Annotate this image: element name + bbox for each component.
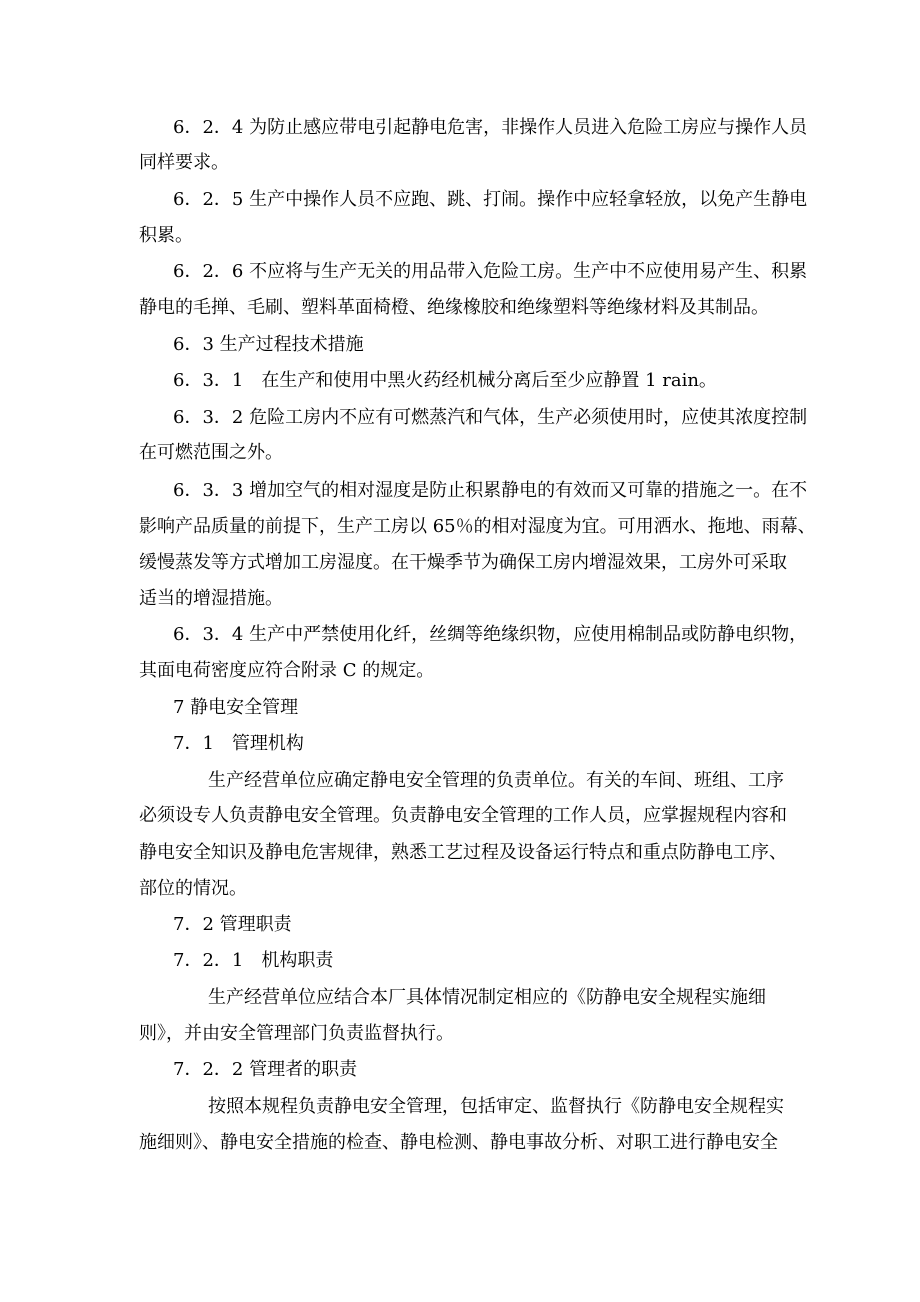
section-7-1-body-line-1: 生产经营单位应确定静电安全管理的负责单位。有关的车间、班组、工序: [208, 770, 784, 791]
clause-6-3-3-line-3: 缓慢蒸发等方式增加工房湿度。在干燥季节为确保工房内增湿效果，工房外可采取: [139, 552, 787, 573]
clause-6-2-4-line-2: 同样要求。: [139, 152, 229, 173]
section-7-2-heading: 7．2 管理职责: [173, 914, 292, 935]
clause-6-3-2-line-2: 在可燃范围之外。: [139, 442, 283, 463]
section-7-1-heading: 7．1 管理机构: [173, 733, 304, 754]
clause-6-3-2-line-1: 6．3．2 危险工房内不应有可燃蒸汽和气体，生产必须使用时，应使其浓度控制: [173, 407, 808, 428]
clause-6-3-4-line-2: 其面电荷密度应符合附录 C 的规定。: [139, 660, 435, 681]
section-6-3-heading: 6．3 生产过程技术措施: [173, 334, 364, 355]
clause-6-2-4-line-1: 6．2．4 为防止感应带电引起静电危害，非操作人员进入危险工房应与操作人员: [173, 117, 808, 138]
clause-7-2-2-body-line-1: 按照本规程负责静电安全管理，包括审定、监督执行《防静电安全规程实: [208, 1096, 784, 1117]
section-7-heading: 7 静电安全管理: [173, 697, 299, 718]
clause-6-3-3-line-2: 影响产品质量的前提下，生产工房以 65％的相对湿度为宜。可用洒水、拖地、雨幕、: [139, 516, 816, 537]
clause-7-2-1-body-line-2: 则》，并由安全管理部门负责监督执行。: [139, 1023, 454, 1044]
clause-7-2-2-body-line-2: 施细则》、静电安全措施的检查、静电检测、静电事故分析、对职工进行静电安全: [139, 1132, 778, 1153]
clause-6-2-5-line-2: 积累。: [139, 225, 193, 246]
clause-6-2-6-line-1: 6．2．6 不应将与生产无关的用品带入危险工房。生产中不应使用易产生、积累: [173, 261, 808, 282]
section-7-1-body-line-4: 部位的情况。: [139, 878, 247, 899]
clause-6-3-3-line-1: 6．3．3 增加空气的相对湿度是防止积累静电的有效而又可靠的措施之一。在不: [173, 480, 808, 501]
clause-6-3-1-line-1: 6．3．1 在生产和使用中黑火药经机械分离后至少应静置 1 rain。: [173, 370, 717, 391]
clause-7-2-1-heading: 7．2．1 机构职责: [173, 950, 334, 971]
clause-6-3-4-line-1: 6．3．4 生产中严禁使用化纤，丝绸等绝缘织物，应使用棉制品或防静电织物，: [173, 624, 808, 645]
clause-6-3-3-line-4: 适当的增湿措施。: [139, 588, 283, 609]
clause-7-2-1-body-line-1: 生产经营单位应结合本厂具体情况制定相应的《防静电安全规程实施细: [208, 987, 766, 1008]
section-7-1-body-line-3: 静电安全知识及静电危害规律，熟悉工艺过程及设备运行特点和重点防静电工序、: [139, 842, 787, 863]
clause-6-2-5-line-1: 6．2．5 生产中操作人员不应跑、跳、打闹。操作中应轻拿轻放，以免产生静电: [173, 189, 808, 210]
section-7-1-body-line-2: 必须设专人负责静电安全管理。负责静电安全管理的工作人员，应掌握规程内容和: [139, 805, 787, 826]
clause-6-2-6-line-2: 静电的毛掸、毛刷、塑料革面椅橙、绝缘橡胶和绝缘塑料等绝缘材料及其制品。: [139, 297, 769, 318]
clause-7-2-2-heading: 7．2．2 管理者的职责: [173, 1059, 358, 1080]
